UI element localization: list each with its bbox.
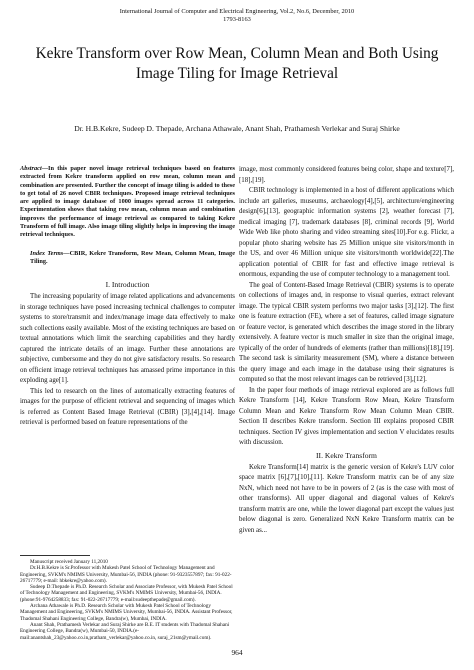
page-number: 964 xyxy=(231,648,243,657)
footnote-divider xyxy=(20,555,90,556)
right-paragraph-4: In the paper four methods of image retrieval explored are as follows full Kekre Transform [14], Kekre Transform Row Mean, Kekre Transform Column Mean and Kekre Transform Row Mean Column Mean CBIR. Section II describes Kekre transform. Section III explains proposed CBIR techniques. Section IV gives implementation and section V elucidates results with discussion. xyxy=(239,386,454,446)
footnote-line: Sudeep D.Thepade is Ph.D. Research Scholar and Associate Professor, with Mukesh Patel School of Technology Management and Engineering, SVKM's NMIMS University, Mumbai-56, INDIA. (phone:91-9764258833; fax: 91-022-26717779; e-mail:sudeepthepade@gmail.com). xyxy=(20,584,233,603)
left-column xyxy=(20,165,235,429)
footnote xyxy=(20,555,235,641)
index-terms-text: —CBIR, Kekre Transform, Row Mean, Column Mean, Image Tiling. xyxy=(30,249,235,265)
author-list: Dr. H.B.Kekre, Sudeep D. Thepade, Archana Athawale, Anant Shah, Prathamesh Verlekar and Suraj Shirke xyxy=(74,124,400,133)
abstract-label: Abstract xyxy=(20,165,42,172)
footnote-line: Anant Shah, Prathamesh Verlekar and Suraj Shirke are B.E. IT students with Thadomal Shahani Engineering College, Bandra(w), Mumbai-50, INDIA.(e-mail:anantshah_23@yahoo.co.in,pratham_verlekar@yahoo.co.in, suraj_21sm@ymail.com). xyxy=(20,621,230,641)
index-terms-label: Index Terms xyxy=(30,249,64,257)
intro-paragraph-2: This led to research on the lines of automatically extracting features of images for the purpose of efficient retrieval and sequencing of images which is referred as Content Based Image Retrieval (CBIR) [3],[4],[14]. Image retrieval is performed based on feature representations of the xyxy=(20,387,235,427)
journal-line-1: International Journal of Computer and Electrical Engineering, Vol.2, No.6, December, 2010 xyxy=(119,8,355,15)
section-heading-introduction: I. Introduction xyxy=(105,280,150,290)
intro-paragraph-1: The increasing popularity of image related applications and advancements in storage techniques have posed increasing technical challenges to computer systems to store/transmit and index/manage image data effectively to make such collections easily available. Most of the existing techniques are based on textual annotations which limit the searching capabilities and they hardly captured the intricate details of an image. Further these annotations are subjective, cumbersome and they do not give satisfactory results. So research on efficient image retrieval techniques has amassed prime importance in this exploding age[1]. xyxy=(20,293,235,385)
journal-header xyxy=(0,8,474,24)
right-paragraph-5: Kekre Transform[14] matrix is the generic version of Kekre's LUV color space matrix [6],[7],[10],[11]. Kekre Transform matrix can be of any size NxN, which need not have to be in powers of 2 (as is the case with most of other transforms). All upper diagonal and diagonal values of Kekre's transform matrix are one, while the lower diagonal part except the values just below diagonal is zero. Generalized NxN Kekre Transform matrix can be given as... xyxy=(239,463,454,534)
footnote-line: Manuscript received January 11,2010 xyxy=(30,559,108,565)
abstract xyxy=(20,165,235,240)
footnote-line: Dr.H.B.Kekre is Sr.Professor with Mukesh Patel School of Technology Management and Engineering, SVKM's NMIMS University, Mumbai-56, INDIA (phone: 91-9323557897; fax: 91-022-26717779; e-mail: hbkekre@yahoo.com). xyxy=(20,565,232,584)
right-paragraph-3: The goal of Content-Based Image Retrieval (CBIR) systems is to operate on collections of images and, in response to visual queries, extract relevant image. The typical CBIR system performs two major tasks [3],[12]. The first one is feature extraction (FE), where a set of features, called image signature or feature vector, is generated which describes the image stored in the library extensively. A feature vector is much smaller in size than the original image, typically of the order of hundreds of elements (rather than millions)[18],[19]. The second task is similarity measurement (SM), where a distance between the query image and each image in the database using their signatures is computed so that the most relevant images can be retrieved [3],[12]. xyxy=(239,281,454,383)
footnote-line: Archana Athawale is Ph.D. Research Scholar with Mukesh Patel School of Technology Management and Engineering, SVKM's NMIMS University, Mumbai-56, INDIA. Assistant Professor, Thadomal Shahani Engineering College, Bandra(w), Mumbai, INDIA. xyxy=(20,603,233,622)
right-paragraph-2: CBIR technology is implemented in a host of different applications which include art galleries, museums, archaeology[4],[5], architecture/engineering design[6],[13], geographic information systems [2], weather forecast [7], medical imaging [7], trademark databases [8], criminal records [9], World Wide Web like photo sharing and video streaming sites[10].For e.g. Flickr, a popular photo sharing website has 25 Million unique site visitors/month in the US, and over 46 Million unique site visitors/month worldwide[22].The application potential of CBIR for fast and effective image retrieval is enormous, expanding the use of computer technology to a management tool. xyxy=(239,187,454,278)
journal-line-2: 1793-8163 xyxy=(223,16,251,24)
paper-title: Kekre Transform over Row Mean, Column Mean and Both Using Image Tiling for Image Retrieval xyxy=(35,45,439,82)
section-heading-kekre-transform: II. Kekre Transform xyxy=(316,450,377,460)
right-column xyxy=(239,165,454,536)
abstract-text: —In this paper novel image retrieval techniques based on features extracted from Kekre transform applied on row mean, column mean and combination are presented. Further the concept of image tiling is added to these to get total of 26 novel CBIR techniques. Proposed image retrieval techniques are applied to image database of 1000 images spread across 11 categories. Experimentation shows that taking row mean, column mean and combination improves the performance of image retrieval as compared to taking Kekre Transform of full image. Also image tiling slightly helps in improving the image retrieval techniques. xyxy=(20,165,235,239)
index-terms xyxy=(30,250,235,267)
right-paragraph-1: image, most commonly considered features being color, shape and texture[7],[18],[19]. xyxy=(239,166,454,184)
